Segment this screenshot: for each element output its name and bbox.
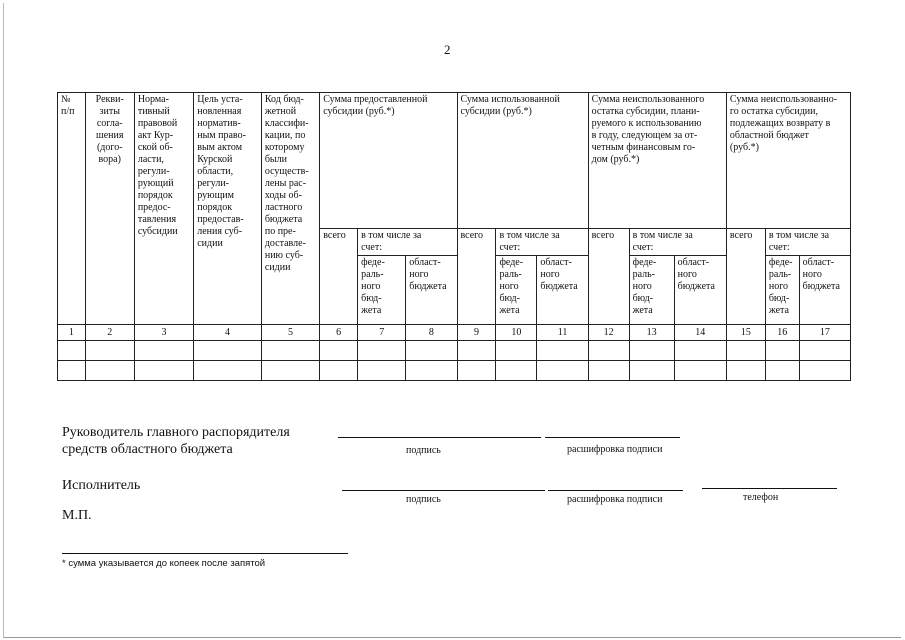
executor-label: Исполнитель [62, 478, 141, 493]
executor-decoding-line [548, 490, 683, 491]
sub-total-15: всего [726, 229, 765, 325]
head-decoding-caption: расшифровка подписи [567, 444, 663, 455]
sub-total-6: всего [320, 229, 358, 325]
executor-phone-caption: телефон [743, 492, 779, 503]
col-number: 12 [588, 325, 629, 341]
seal-label: М.П. [62, 508, 92, 523]
header-col-3: Норма- тивный правовой акт Кур- ской об- ласти, регули- рующий порядок предос- тавления субсидии [134, 93, 193, 325]
header-group-unused-planned: Сумма неиспользованного остатка субсидии, плани- руемого к использованию в году, следующем за от- четным финансовым го- дом (руб.*) [588, 93, 726, 229]
col-number: 4 [194, 325, 262, 341]
head-title-line2: средств областного бюджета [62, 442, 233, 457]
table-row [58, 361, 851, 381]
head-signature-caption: подпись [406, 445, 441, 456]
head-decoding-line [545, 437, 680, 438]
header-col-4: Цель уста- новленная норматив- ным право- вым актом Курской области, регули- рующим порядок предостав- ления суб- сидии [194, 93, 262, 325]
report-table [57, 92, 851, 381]
col-number: 16 [765, 325, 799, 341]
col-number: 5 [261, 325, 319, 341]
col-number: 8 [406, 325, 457, 341]
page-number: 2 [444, 42, 451, 57]
sub-federal-10: феде- раль- ного бюд- жета [496, 256, 537, 325]
col-number: 14 [674, 325, 726, 341]
sub-federal-16: феде- раль- ного бюд- жета [765, 256, 799, 325]
col-number: 1 [58, 325, 86, 341]
col-number: 3 [134, 325, 193, 341]
col-number: 2 [85, 325, 134, 341]
sub-total-9: всего [457, 229, 496, 325]
sub-regional-14: област- ного бюджета [674, 256, 726, 325]
header-col-2: Рекви- зиты согла- шения (дого- вора) [85, 93, 134, 325]
col-number: 7 [358, 325, 406, 341]
col-number: 9 [457, 325, 496, 341]
sub-incl-7-8: в том числе за счет: [358, 229, 457, 256]
executor-phone-line [702, 488, 837, 489]
head-title-line1: Руководитель главного распорядителя [62, 425, 290, 440]
header-group-used: Сумма использованной субсидии (руб.*) [457, 93, 588, 229]
col-number: 11 [537, 325, 588, 341]
footnote-separator [62, 553, 348, 554]
column-number-row [58, 325, 851, 341]
col-number: 13 [629, 325, 674, 341]
executor-decoding-caption: расшифровка подписи [567, 494, 663, 505]
sub-regional-17: област- ного бюджета [799, 256, 850, 325]
sub-regional-11: област- ного бюджета [537, 256, 588, 325]
sub-regional-8: област- ного бюджета [406, 256, 457, 325]
table-row [58, 341, 851, 361]
sub-incl-16-17: в том числе за счет: [765, 229, 850, 256]
sub-federal-7: феде- раль- ного бюд- жета [358, 256, 406, 325]
sub-incl-10-11: в том числе за счет: [496, 229, 588, 256]
col-number: 6 [320, 325, 358, 341]
sub-federal-13: феде- раль- ного бюд- жета [629, 256, 674, 325]
footnote: * сумма указывается до копеек после запятой [62, 558, 266, 569]
sub-total-12: всего [588, 229, 629, 325]
executor-signature-caption: подпись [406, 494, 441, 505]
header-col-5: Код бюд- жетной классифи- кации, по которому были осуществ- лены рас- ходы об- ластного бюджета по пре- доставле- нию суб- сидии [261, 93, 319, 325]
col-number: 15 [726, 325, 765, 341]
header-group-provided: Сумма предоставленной субсидии (руб.*) [320, 93, 457, 229]
header-group-unused-return: Сумма неиспользованно- го остатка субсидии, подлежащих возврату в областной бюджет (руб.*) [726, 93, 850, 229]
head-signature-line [338, 437, 541, 438]
col-number: 10 [496, 325, 537, 341]
col-number: 17 [799, 325, 850, 341]
executor-signature-line [342, 490, 545, 491]
sub-incl-13-14: в том числе за счет: [629, 229, 726, 256]
header-col-1: № п/п [58, 93, 86, 325]
